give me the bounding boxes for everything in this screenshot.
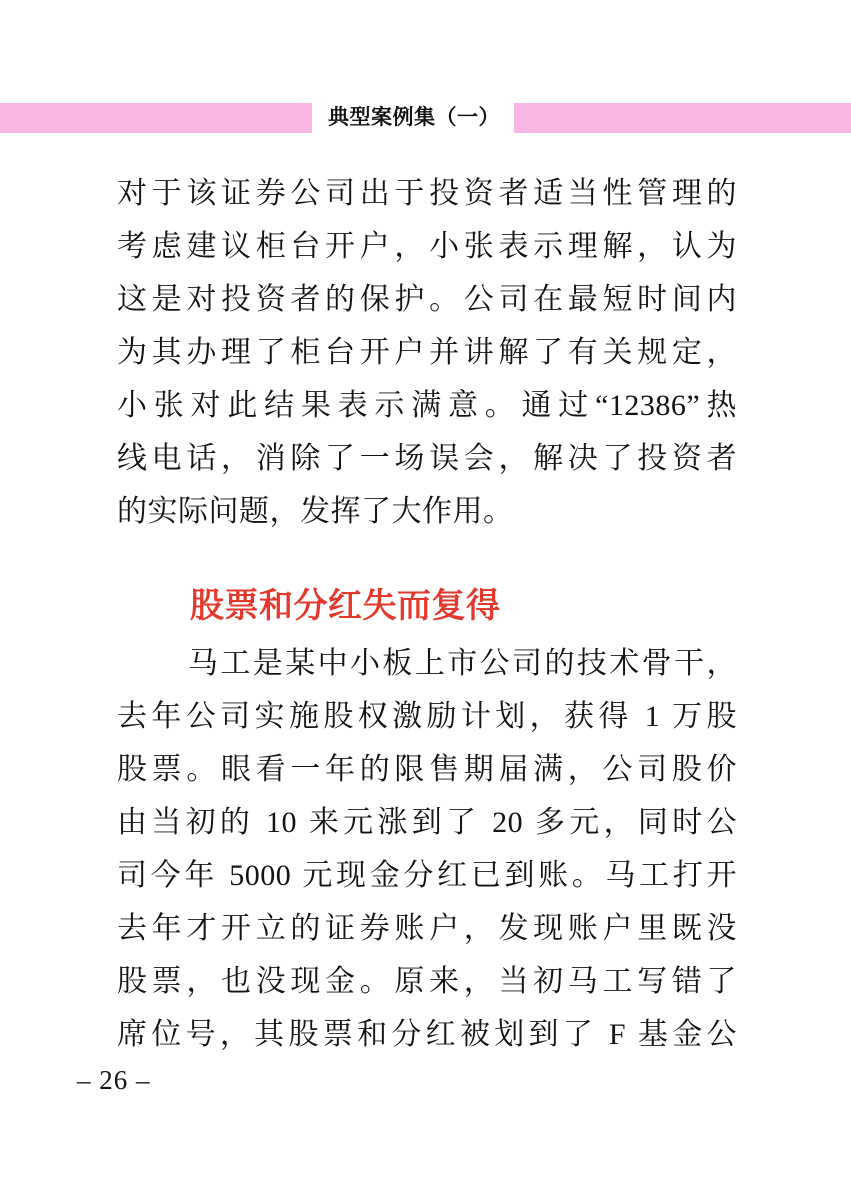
text-line: 对于该证券公司出于投资者适当性管理的 <box>117 177 737 210</box>
text-line: 席位号，其股票和分红被划到了 F 基金公 <box>117 1018 737 1051</box>
text-line: 的实际问题，发挥了大作用。 <box>117 495 514 528</box>
page-number: – 26 – <box>77 1065 151 1095</box>
running-header <box>0 103 851 133</box>
header-bar-right <box>514 103 851 133</box>
text-line: 线电话，消除了一场误会，解决了投资者 <box>117 442 737 475</box>
text-line: 为其办理了柜台开户并讲解了有关规定， <box>117 336 737 369</box>
text-line: 去年才开立的证券账户，发现账户里既没 <box>117 912 737 945</box>
text-line: 股票，也没现金。原来，当初马工写错了 <box>117 965 737 998</box>
text-line: 司今年 5000 元现金分红已到账。马工打开 <box>117 859 737 892</box>
section-heading: 股票和分红失而复得 <box>190 587 501 625</box>
paragraph-2 <box>117 637 737 1061</box>
paragraph-1 <box>117 167 737 538</box>
text-line: 股票。眼看一年的限售期届满，公司股价 <box>117 753 737 786</box>
running-header-title: 典型案例集（一） <box>328 106 500 129</box>
page-body <box>117 167 737 1061</box>
text-line: 由当初的 10 来元涨到了 20 多元，同时公 <box>117 806 737 839</box>
text-line: 这是对投资者的保护。公司在最短时间内 <box>117 283 737 316</box>
header-bar-left <box>0 103 312 133</box>
text-line: 马工是某中小板上市公司的技术骨干， <box>188 647 737 680</box>
text-line: 小张对此结果表示满意。通过“12386”热 <box>117 389 737 422</box>
text-line: 考虑建议柜台开户，小张表示理解，认为 <box>117 230 737 263</box>
text-line: 去年公司实施股权激励计划，获得 1 万股 <box>117 700 737 733</box>
